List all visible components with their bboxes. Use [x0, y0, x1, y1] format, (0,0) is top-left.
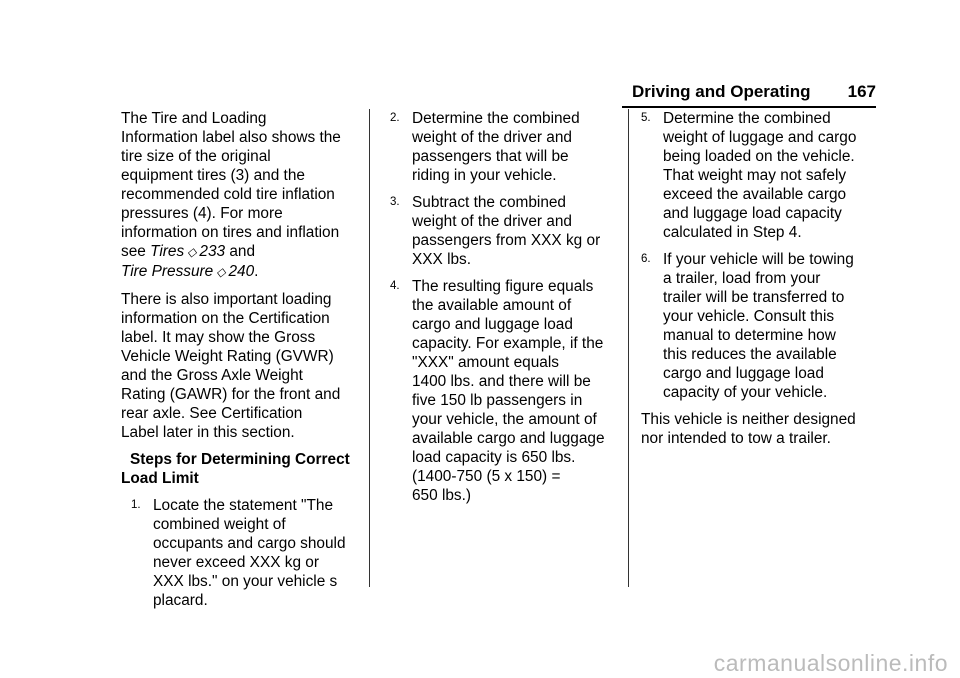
page-ref-icon: ◇ [216, 265, 226, 279]
tire-label-paragraph: The Tire and Loading Information label also shows the tire size of the original equipment tires (3) and the recommended cold tire inflation pressures (4). For more information on tires and inflation see Tires ◇ 233 and Tire Pressure ◇ 240. [121, 110, 341, 280]
section-title: Driving and Operating [632, 82, 811, 101]
page-header [632, 82, 876, 106]
page-ref-icon: ◇ [187, 245, 197, 259]
certification-paragraph: There is also important loading information on the Certification label. It may show the Gross Vehicle Weight Rating (GVWR) and the Gross Axle Weight Rating (GAWR) for the front and rear axle. See Certification Label later in this section. [121, 291, 341, 441]
step-text: The resulting figure equals the available amount of cargo and luggage load capacity. For example, if the "XXX" amount equals 1400 lbs. and there will be five 150 lb passengers in your vehicle, the amount of available cargo and luggage load capacity is 650 lbs. (1400-750 (5 x 150) = 650 lbs.) [412, 278, 605, 504]
xref-tire-pressure-link[interactable]: Tire Pressure ◇ 240 [121, 263, 255, 280]
column-1 [121, 109, 357, 618]
load-limit-subheading: Steps for Determining Correct Load Limit [121, 451, 350, 487]
step-text: Subtract the combined weight of the driver and passengers from XXX kg or XXX lbs. [412, 194, 601, 268]
step-text: Determine the combined weight of the driver and passengers that will be riding in your vehicle. [412, 110, 580, 184]
column-2 [390, 109, 618, 513]
step-number: 3. [390, 196, 400, 208]
column-divider-1 [369, 109, 370, 587]
column-divider-2 [628, 109, 629, 587]
header-rule [622, 106, 876, 108]
step-number: 2. [390, 112, 400, 124]
step-1 [121, 496, 357, 610]
column-3 [641, 109, 881, 456]
step-number: 4. [390, 280, 400, 292]
step-2 [390, 109, 618, 185]
step-number: 1. [131, 499, 141, 511]
step-text: Locate the statement "The combined weight of occupants and cargo should never exceed XXX kg or XXX lbs." on your vehicle s placard. [153, 497, 346, 609]
step-4 [390, 277, 618, 505]
step-6 [641, 250, 881, 402]
towing-note-paragraph: This vehicle is neither designed nor intended to tow a trailer. [641, 411, 856, 447]
step-3 [390, 193, 618, 269]
step-number: 5. [641, 112, 651, 124]
xref-tires-link[interactable]: Tires ◇ 233 [150, 243, 226, 260]
step-number: 6. [641, 253, 651, 265]
step-5 [641, 109, 881, 242]
step-text: If your vehicle will be towing a trailer, load from your trailer will be transferred to your vehicle. Consult this manual to determine how this reduces the available cargo and luggage load capacity of your vehicle. [663, 251, 854, 401]
page-number: 167 [847, 82, 876, 101]
watermark: carmanualsonline.info [713, 650, 948, 676]
step-text: Determine the combined weight of luggage and cargo being loaded on the vehicle. That weight may not safely exceed the available cargo and luggage load capacity calculated in Step 4. [663, 110, 857, 241]
